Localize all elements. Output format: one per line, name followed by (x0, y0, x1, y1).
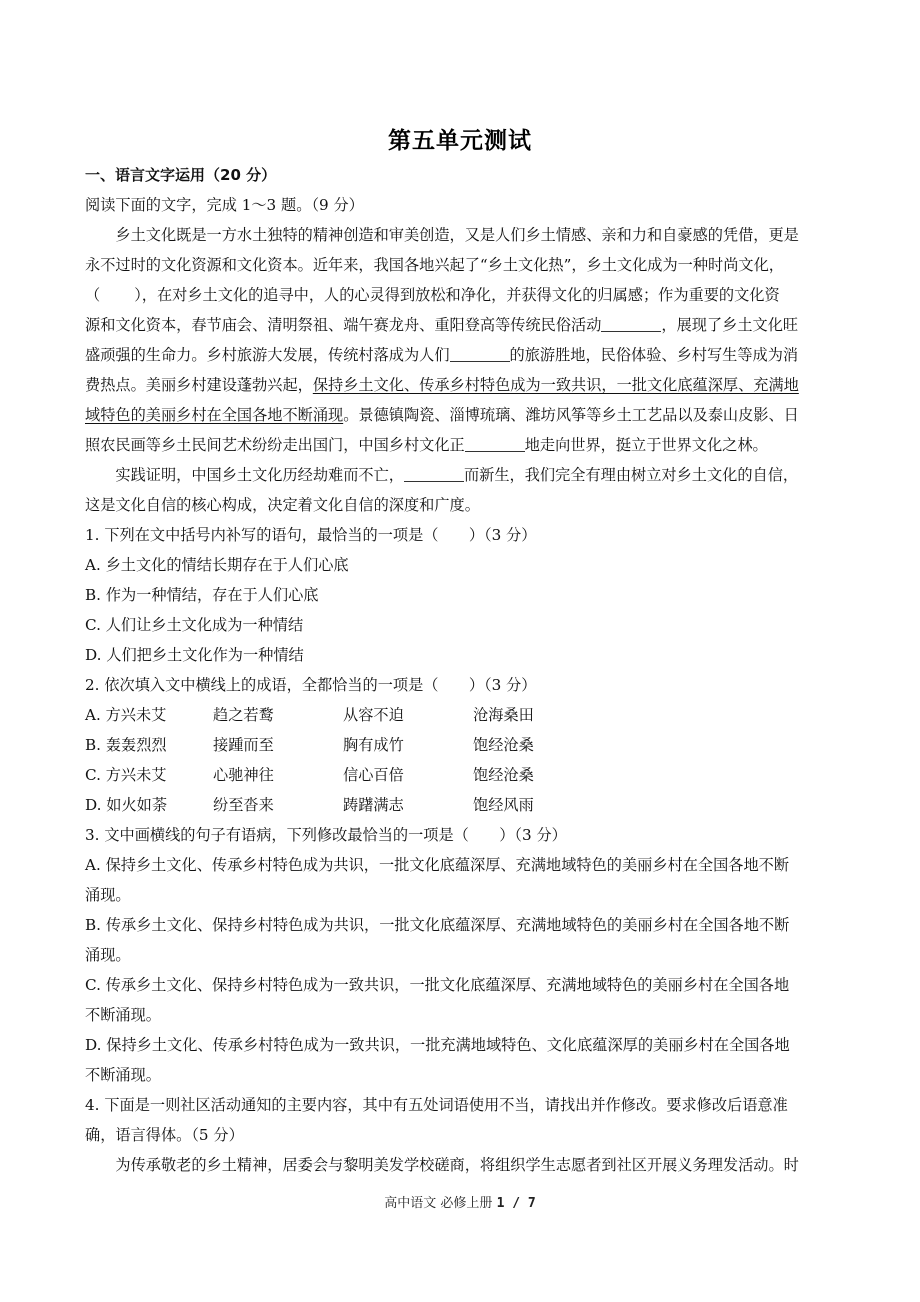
fill-blank-1 (601, 315, 661, 332)
option-d: D. 保持乡土文化、传承乡村特色成为一致共识，一批充满地域特色、文化底蕴深厚的美丽乡村在全国各地 (85, 1036, 790, 1054)
question-stem: 2. 依次填入文中横线上的成语，全都恰当的一项是（ ）（3 分） (85, 676, 537, 694)
passage-text: 源和文化资本，春节庙会、清明祭祖、端午赛龙舟、重阳登高等传统民俗活动 (85, 316, 602, 334)
passage-text: ，展现了乡土文化旺 (661, 316, 799, 334)
passage-text: 而新生，我们完全有理由树立对乡土文化的自信， (463, 466, 799, 484)
section-heading: 一、语言文字运用（20 分） (85, 166, 277, 184)
option-a: A. 乡土文化的情结长期存在于人们心底 (85, 556, 349, 574)
question-stem-cont: 确，语言得体。（5 分） (85, 1126, 244, 1144)
page-footer (0, 1192, 920, 1211)
passage-line (85, 400, 837, 430)
option-a-cont: 涌现。 (85, 886, 131, 904)
passage (85, 220, 837, 520)
idiom: 沧海桑田 (473, 706, 534, 724)
reading-instruction: 阅读下面的文字，完成 1～3 题。（9 分） (85, 196, 364, 214)
option-d: D. 人们把乡土文化作为一种情结 (85, 646, 304, 664)
document-body (85, 160, 837, 1180)
idiom: 趋之若鹜 (213, 706, 274, 724)
passage-line (85, 370, 837, 400)
idiom: 踌躇满志 (343, 796, 404, 814)
page-title: 第五单元测试 (388, 128, 532, 154)
question-stem: 4. 下面是一则社区活动通知的主要内容，其中有五处词语使用不当，请找出并作修改。要求修改后语意准 (85, 1096, 788, 1114)
option-d (85, 790, 837, 820)
option-b: B. 作为一种情结，存在于人们心底 (85, 586, 319, 604)
passage-text: 的旅游胜地，民俗体验、乡村写生等成为消 (509, 346, 799, 364)
passage-text: 地走向世界，挺立于世界文化之林。 (524, 436, 768, 454)
option-b-cont: 涌现。 (85, 946, 131, 964)
passage-text: 实践证明，中国乡土文化历经劫难而不亡， (115, 466, 404, 484)
idiom: C. 方兴未艾 (85, 766, 167, 784)
passage-text: 费热点。美丽乡村建设蓬勃兴起， (85, 376, 313, 394)
idiom: B. 轰轰烈烈 (85, 736, 167, 754)
question-stem: 3. 文中画横线的句子有语病，下列修改最恰当的一项是（ ）（3 分） (85, 826, 567, 844)
option-a: A. 保持乡土文化、传承乡村特色成为共识，一批文化底蕴深厚、充满地域特色的美丽乡村在全国各地不断 (85, 856, 790, 874)
footer-book: 高中语文 必修上册 (384, 1196, 493, 1211)
idiom: A. 方兴未艾 (85, 706, 167, 724)
idiom: 胸有成竹 (343, 736, 404, 754)
option-c (85, 760, 837, 790)
passage-line: 永不过时的文化资源和文化资本。近年来，我国各地兴起了“乡土文化热”，乡土文化成为一种时尚文化， (85, 256, 784, 274)
idiom: 心驰神往 (213, 766, 274, 784)
idiom: D. 如火如荼 (85, 796, 168, 814)
option-c: C. 传承乡土文化、保持乡村特色成为一致共识，一批文化底蕴深厚、充满地域特色的美丽乡村在全国各地 (85, 976, 790, 994)
underlined-sentence: 域特色的美丽乡村在全国各地不断涌现 (85, 406, 344, 424)
passage-line (85, 280, 837, 310)
option-b (85, 730, 837, 760)
fill-blank-2 (450, 345, 510, 362)
question-1 (85, 520, 837, 670)
passage-line: 乡土文化既是一方水土独特的精神创造和审美创造，又是人们乡土情感、亲和力和自豪感的凭借，更是 (115, 226, 799, 244)
idiom: 饱经沧桑 (473, 766, 534, 784)
bracket-open: （ (85, 286, 101, 304)
option-c-cont: 不断涌现。 (85, 1006, 161, 1024)
passage-text: 照农民画等乡土民间艺术纷纷走出国门，中国乡村文化正 (85, 436, 465, 454)
idiom: 接踵而至 (213, 736, 274, 754)
option-b: B. 传承乡土文化、保持乡村特色成为共识，一批文化底蕴深厚、充满地域特色的美丽乡村在全国各地不断 (85, 916, 790, 934)
passage-line (85, 460, 837, 490)
passage-line (85, 430, 837, 460)
underlined-sentence: 保持乡土文化、传承乡村特色成为一致共识，一批文化底蕴深厚、充满地 (312, 376, 799, 394)
page-number: 1 / 7 (496, 1196, 536, 1211)
passage-text: 盛顽强的生命力。乡村旅游大发展，传统村落成为人们 (85, 346, 450, 364)
passage-line (85, 340, 837, 370)
fill-blank-3 (465, 435, 525, 452)
option-d-cont: 不断涌现。 (85, 1066, 161, 1084)
passage-line (85, 310, 837, 340)
idiom: 纷至沓来 (213, 796, 274, 814)
passage-line: 这是文化自信的核心构成，决定着文化自信的深度和广度。 (85, 496, 480, 514)
idiom: 饱经风雨 (473, 796, 534, 814)
idiom: 从容不迫 (343, 706, 404, 724)
question-4 (85, 1090, 837, 1180)
question-3 (85, 820, 837, 1090)
idiom: 饱经沧桑 (473, 736, 534, 754)
notice-text: 为传承敬老的乡土精神，居委会与黎明美发学校磋商，将组织学生志愿者到社区开展义务理发活动。时 (115, 1156, 799, 1174)
idiom: 信心百倍 (343, 766, 404, 784)
passage-text: ），在对乡土文化的追寻中，人的心灵得到放松和净化，并获得文化的归属感；作为重要的文化资 (134, 286, 780, 304)
question-stem: 1. 下列在文中括号内补写的语句，最恰当的一项是（ ）（3 分） (85, 526, 537, 544)
option-a (85, 700, 837, 730)
passage-text: 。景德镇陶瓷、淄博琉璃、潍坊风筝等乡土工艺品以及泰山皮影、日 (343, 406, 799, 424)
fill-blank-4 (404, 465, 464, 482)
question-2 (85, 670, 837, 820)
option-c: C. 人们让乡土文化成为一种情结 (85, 616, 304, 634)
